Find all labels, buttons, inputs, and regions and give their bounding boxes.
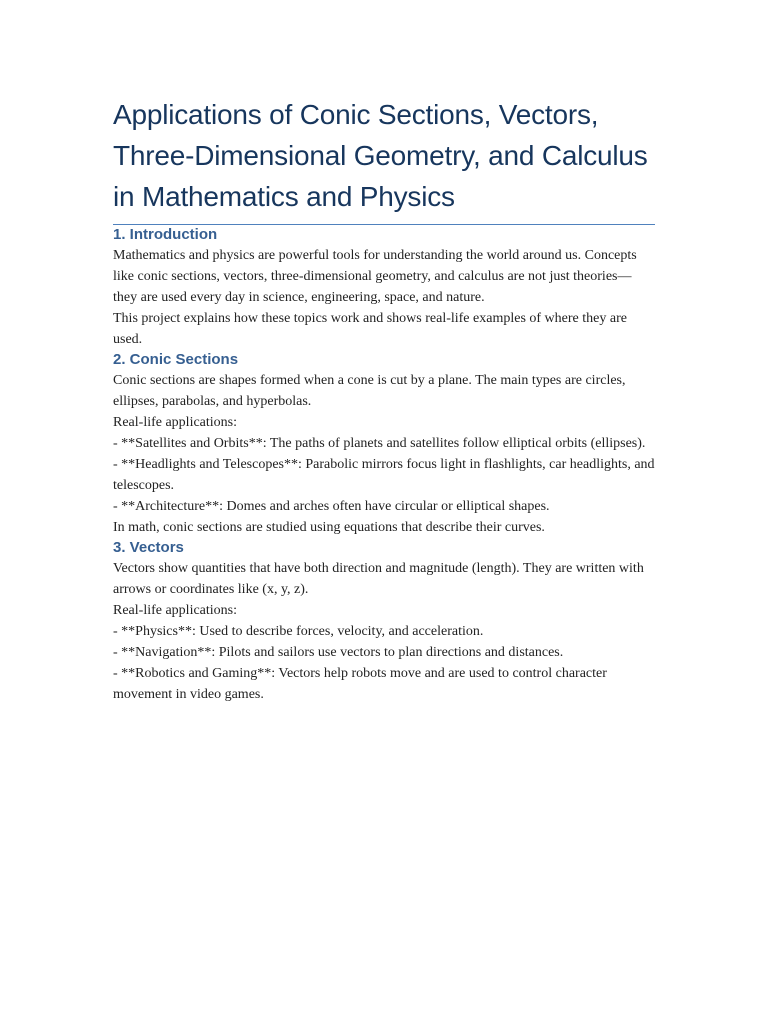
vectors-bullet-navigation: - **Navigation**: Pilots and sailors use vectors to plan directions and distances. xyxy=(113,645,564,660)
vectors-bullet-physics: - **Physics**: Used to describe forces, velocity, and acceleration. xyxy=(113,624,484,639)
conic-paragraph-2: In math, conic sections are studied using equations that describe their curves. xyxy=(113,520,545,535)
vectors-applications-label: Real-life applications: xyxy=(113,603,238,618)
document-title: Applications of Conic Sections, Vectors, Three-Dimensional Geometry, and Calculus in Mathematics and Physics xyxy=(113,99,648,212)
intro-paragraph-2: This project explains how these topics work and shows real-life examples of where they are used. xyxy=(113,311,627,347)
intro-paragraph-1: Mathematics and physics are powerful tools for understanding the world around us. Concepts like conic sections, vectors, three-dimensional geometry, and calculus are not just theories—they are used every day in science, engineering, space, and nature. xyxy=(113,248,637,305)
section-heading-introduction: 1. Introduction xyxy=(113,226,218,243)
document-page xyxy=(113,90,655,705)
conic-applications-block xyxy=(113,412,655,517)
conic-bullet-architecture: - **Architecture**: Domes and arches often have circular or elliptical shapes. xyxy=(113,499,550,514)
conic-bullet-headlights: - **Headlights and Telescopes**: Parabolic mirrors focus light in flashlights, car headlights, and telescopes. xyxy=(113,457,655,493)
section-heading-vectors: 3. Vectors xyxy=(113,539,184,556)
vectors-applications-block xyxy=(113,600,655,705)
vectors-paragraph-1: Vectors show quantities that have both direction and magnitude (length). They are written with arrows or coordinates like (x, y, z). xyxy=(113,561,644,597)
vectors-bullet-robotics: - **Robotics and Gaming**: Vectors help robots move and are used to control character movement in video games. xyxy=(113,666,607,702)
conic-applications-label: Real-life applications: xyxy=(113,415,238,430)
section-heading-conic-sections: 2. Conic Sections xyxy=(113,351,239,368)
conic-bullet-satellites: - **Satellites and Orbits**: The paths of planets and satellites follow elliptical orbits (ellipses). xyxy=(113,436,646,451)
conic-paragraph-1: Conic sections are shapes formed when a cone is cut by a plane. The main types are circles, ellipses, parabolas, and hyperbolas. xyxy=(113,373,626,409)
